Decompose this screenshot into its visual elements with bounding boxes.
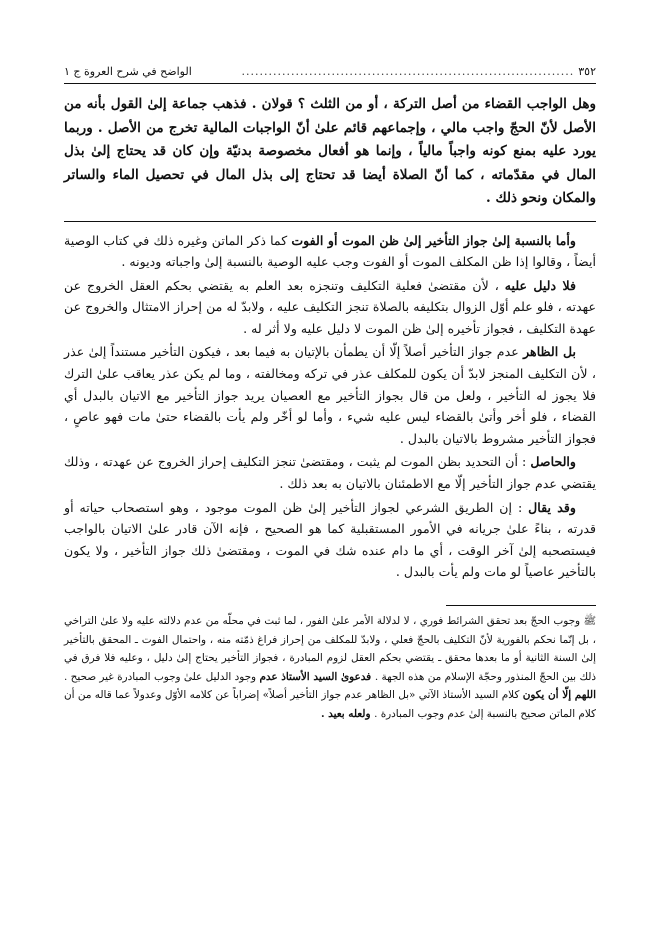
book-page: [64, 64, 596, 723]
paragraph-keyword: فلا دليل عليه: [504, 277, 577, 293]
paragraph-text: عدم جواز التأخير أصلاً إلّا أن يطمأن بالإتيان به فيما بعد ، فيكون التأخير مستنداً إلىٰ عذر ، لأن التكليف المنجز لابدّ أن يكون للمكلف عذر في تركه ومخالفته ، وما لم يكن عذر يعاقب علىٰ الترك فلا يجوز له التأخير ، ولعل من قال بجواز التأخير مع العصيان يريد جواز التأخير مع الاتيان بالبدل أي القضاء ، فلو أخر وأتىٰ بالقضاء ليس عليه شيء ، وأما لو أخّر ولم يأت بالقضاء حتىٰ مات فهو عاصٍ ، فجواز التأخير مشروط بالاتيان بالبدل .: [64, 344, 596, 446]
footnote-paragraph: [64, 612, 596, 723]
main-text-paragraph: وهل الواجب القضاء من أصل التركة ، أو من الثلث ؟ قولان . فذهب جماعة إلىٰ القول بأنه من الأصل لأنّ الحجّ واجب مالي ، وإجماعهم قائم علىٰ أنّ الواجبات المالية تخرج من الأصل . وربما يورد عليه بمنع كونه واجباً مالياً ، وإنما هو أفعال مخصوصة بدنيّة وإن كان قد يحتاج إلىٰ بذل المال في مقدّماته ، كما أنّ الصلاة أيضا قد تحتاج إلى بذل المال في تحصيل الماء والساتر والمكان ونحو ذلك .: [64, 96, 596, 206]
commentary-paragraph: [64, 497, 596, 583]
commentary: [64, 230, 596, 584]
commentary-paragraph: [64, 451, 596, 494]
paragraph-keyword: والحاصل: [530, 454, 576, 470]
footnote-text: وجود الدليل علىٰ وجوب المبادرة غير صحيح .: [64, 670, 260, 683]
paragraph-keyword: بل الظاهر: [523, 344, 576, 360]
book-title: الواضح في شرح العروة ج ١: [64, 65, 192, 78]
footnote-keyword: فدعوىٰ السيد الأستاذ عدم: [259, 670, 375, 683]
footnote-keyword: اللهم إلّا أن يكون: [522, 689, 596, 701]
page-number: ٣٥٢: [578, 65, 596, 78]
commentary-paragraph: [64, 230, 596, 273]
section-divider: [64, 221, 596, 222]
commentary-paragraph: [64, 275, 596, 340]
paragraph-keyword: وأما بالنسبة إلىٰ جواز التأخير إلىٰ ظن الموت أو الفوت: [291, 232, 576, 248]
paragraph-keyword: وقد يقال: [528, 499, 576, 515]
footnote: [64, 612, 596, 723]
main-text: [64, 93, 596, 211]
paragraph-text: : إن الطريق الشرعي لجواز التأخير إلىٰ ظن الموت موجود ، وهو استصحاب حياته أو قدرته ، بناءً علىٰ جريانه في الأمور المستقبلية كما هو الصحيح ، فإنه الآن قادر علىٰ الاتيان بالواجب فيستصحبه إلىٰ آخر الوقت ، أي ما دام عنده شك في الموت ، ومقتضىٰ ذلك جواز التأخير ، ولا يكون بالتأخير عاصياً لو مات ولم يأت بالبدل .: [64, 499, 596, 580]
paragraph-text: ، لأن مقتضىٰ فعلية التكليف وتنجزه بعد العلم به يقتضي بحكم العقل الخروج عن عهدته ، فلو علم أوّل الزوال بتكليفه بالصلاة تنجز التكليف عليه ، ولابدّ له من إحراز الامتثال والخروج عن عهدة التكليف ، فجواز تأخيره إلىٰ ظن الموت لا دليل عليه ولا أثر له .: [64, 277, 596, 336]
footnote-text: ﷺ وجوب الحجّ بعد تحقق الشرائط فوري ، لا لدلالة الأمر علىٰ الفور ، لما ثبت في محلّه من عدم دلالته عليه ولا علىٰ التراخي ، بل إنّما نحكم بالفورية لأنّ التكليف بالحجّ فعلي ، ولابدّ للمكلف من إحراز فراغ ذمّته منه ، واحتمال الفوت ـ المحقق بالتأخير إلىٰ السنة الثانية أو ما بعدها محقق ـ يقتضي بحكم العقل لزوم المبادرة ، فجواز التأخير يحتاج إلىٰ دليل ، وعليه فلا فرق في ذلك بين الحجّ المنذور وحجّة الإسلام من هذه الجهة .: [64, 615, 597, 683]
paragraph-text: كما ذكر الماتن وغيره ذلك في كتاب الوصية أيضاً ، وقالوا إذا ظن المكلف الموت أو الفوت وجب عليه الوصية بالنسبة إلىٰ واجباته وديونه .: [64, 232, 596, 270]
running-header: [64, 64, 596, 84]
commentary-paragraph: [64, 341, 596, 449]
footnote-text: كلام السيد الأستاذ الآتي «بل الظاهر عدم جواز التأخير أصلاً» إضراباً عن كلامه الأوّل وعدولاً عما قاله من أن كلام الماتن صحيح بالنسبة إلىٰ عدم وجوب المبادرة .: [64, 689, 596, 720]
leader-dots: ..........................................................................: [241, 65, 575, 78]
paragraph-text: : أن التحديد بظن الموت لم يثبت ، ومقتضىٰ تنجز التكليف إحراز الخروج عن عهدته ، وذلك يقتضي عدم جواز التأخير إلّا مع الاطمئنان بالاتيان به بعد ذلك .: [64, 454, 596, 492]
footnote-keyword: ولعله بعيد .: [320, 707, 375, 720]
footnote-rule: [446, 605, 596, 606]
